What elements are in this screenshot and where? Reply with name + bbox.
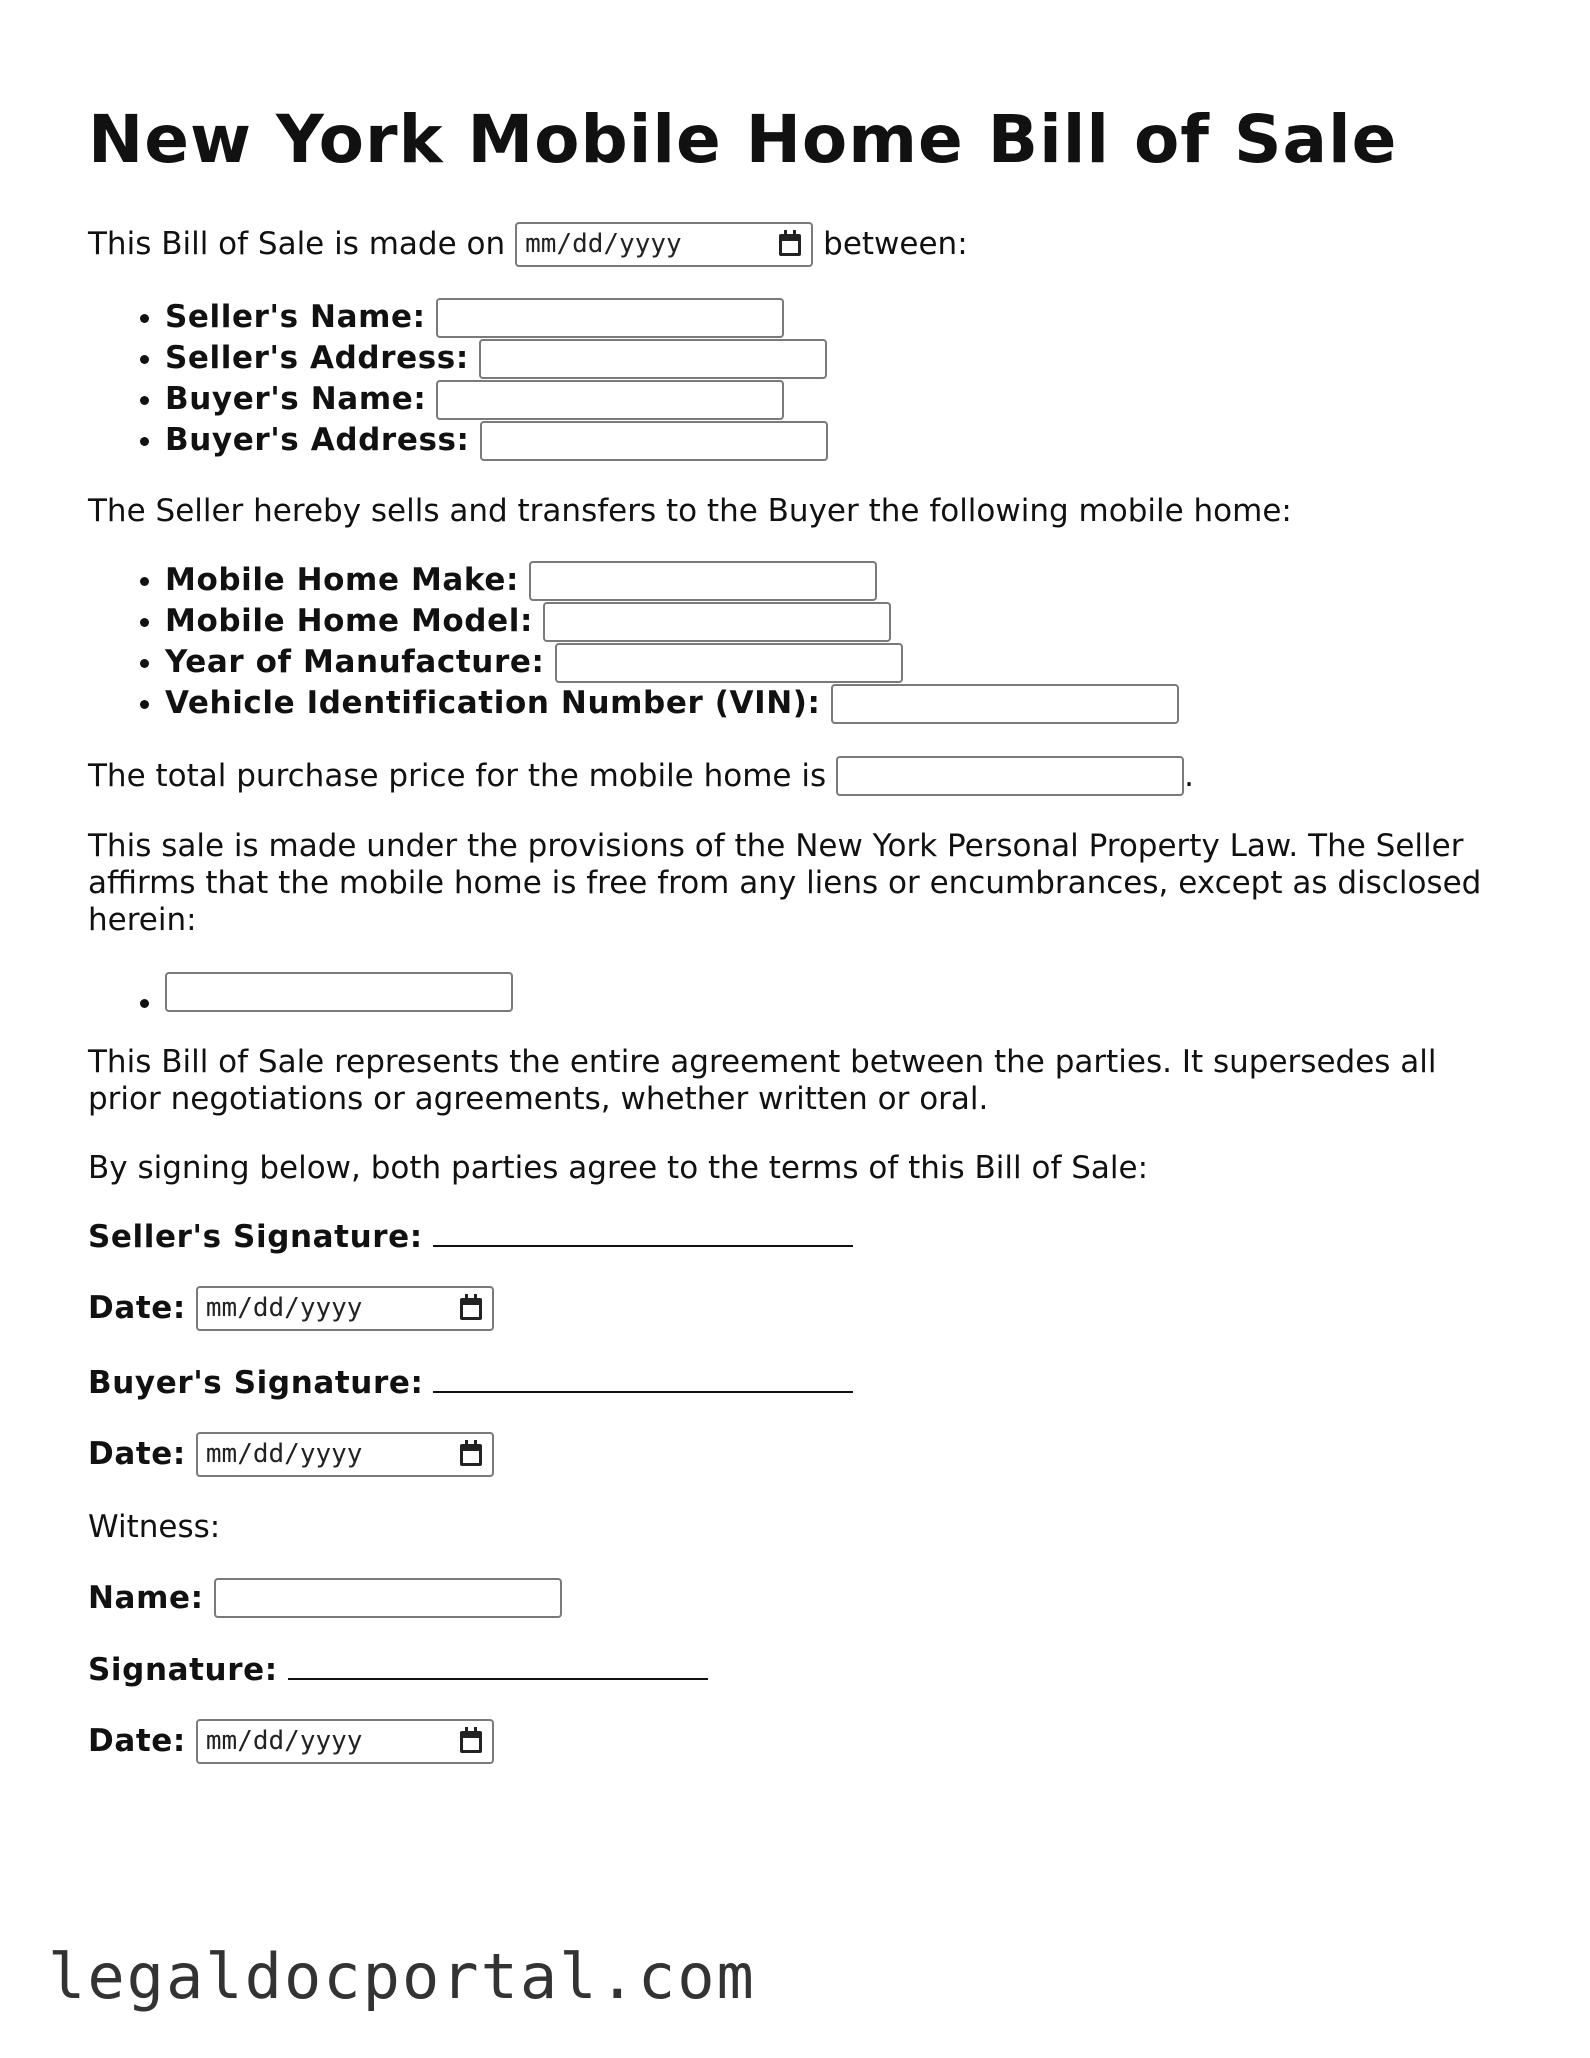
list-item (165, 971, 1508, 1012)
list-item (165, 297, 1508, 338)
witness-name-line (88, 1578, 1508, 1618)
price-line (88, 756, 1508, 796)
seller-signature-line (88, 1217, 1508, 1256)
seller-date-line (88, 1286, 1508, 1331)
witness-name-input[interactable] (214, 1578, 562, 1618)
witness-name-label: Name: (88, 1579, 204, 1616)
buyer-date-line (88, 1432, 1508, 1477)
price-text: The total purchase price for the mobile home is (88, 757, 827, 794)
make-label: • Mobile Home Make: (165, 562, 519, 598)
sale-date-input[interactable] (515, 222, 813, 267)
buyer-name-label: • Buyer's Name: (165, 381, 427, 417)
seller-date-placeholder: mm/dd/yyyy (205, 1293, 363, 1323)
calendar-icon[interactable] (460, 1298, 482, 1320)
year-label: • Year of Manufacture: (165, 644, 545, 680)
vin-input[interactable] (831, 684, 1179, 724)
calendar-icon[interactable] (460, 1731, 482, 1753)
witness-signature-field[interactable] (288, 1650, 708, 1680)
calendar-icon[interactable] (460, 1444, 482, 1466)
seller-date-label: Date: (88, 1290, 186, 1326)
buyer-address-label: • Buyer's Address: (165, 422, 470, 458)
law-text: This sale is made under the provisions of the New York Personal Property Law. The Seller affirms that the mobile home is free from any liens or encumbrances, except as disclosed herein: (88, 828, 1482, 938)
calendar-icon[interactable] (779, 234, 801, 256)
price-input[interactable] (836, 756, 1184, 796)
liens-input[interactable] (165, 972, 513, 1012)
list-item (165, 379, 1508, 420)
liens-list (88, 971, 1508, 1012)
bill-of-sale-document (88, 100, 1508, 1764)
list-item (165, 420, 1508, 461)
model-label: • Mobile Home Model: (165, 603, 533, 639)
price-period: . (1184, 757, 1194, 794)
seller-signature-field[interactable] (433, 1217, 853, 1247)
agreement-text: This Bill of Sale represents the entire agreement between the parties. It supersedes all prior negotiations or agreements, whether written or oral. (88, 1044, 1437, 1117)
transfer-text: The Seller hereby sells and transfers to the Buyer the following mobile home: (88, 493, 1292, 529)
witness-signature-label: Signature: (88, 1652, 278, 1688)
buyer-name-input[interactable] (436, 380, 784, 420)
intro-between-text: between: (823, 226, 968, 262)
parties-list (88, 297, 1508, 461)
witness-date-line (88, 1719, 1508, 1764)
intro-text: This Bill of Sale is made on (88, 226, 506, 262)
buyer-date-label: Date: (88, 1436, 186, 1472)
witness-date-input[interactable] (196, 1719, 494, 1764)
mobile-home-details-list (88, 560, 1508, 724)
buyer-signature-field[interactable] (433, 1363, 853, 1393)
list-item (165, 642, 1508, 683)
intro-line (88, 222, 1508, 267)
seller-date-input[interactable] (196, 1286, 494, 1331)
seller-name-label: • Seller's Name: (165, 299, 426, 335)
list-item (165, 683, 1508, 724)
buyer-signature-label: Buyer's Signature: (88, 1365, 424, 1401)
make-input[interactable] (529, 561, 877, 601)
witness-date-label: Date: (88, 1723, 186, 1759)
watermark-logo: legaldocportal.com (48, 1940, 756, 2013)
sale-date-placeholder: mm/dd/yyyy (525, 229, 682, 259)
seller-address-label: • Seller's Address: (165, 340, 469, 376)
seller-signature-label: Seller's Signature: (88, 1219, 423, 1255)
list-item (165, 601, 1508, 642)
seller-address-input[interactable] (479, 339, 827, 379)
witness-signature-line (88, 1650, 1508, 1689)
list-item (165, 560, 1508, 601)
witness-date-placeholder: mm/dd/yyyy (205, 1726, 363, 1756)
page-title: New York Mobile Home Bill of Sale (88, 101, 1398, 178)
signing-text: By signing below, both parties agree to the terms of this Bill of Sale: (88, 1150, 1149, 1186)
model-input[interactable] (543, 602, 891, 642)
year-input[interactable] (555, 643, 903, 683)
witness-heading: Witness: (88, 1509, 221, 1545)
seller-name-input[interactable] (436, 298, 784, 338)
vin-label: • Vehicle Identification Number (VIN): (165, 685, 821, 721)
buyer-date-input[interactable] (196, 1432, 494, 1477)
buyer-date-placeholder: mm/dd/yyyy (205, 1439, 363, 1469)
buyer-signature-line (88, 1363, 1508, 1402)
list-item (165, 338, 1508, 379)
buyer-address-input[interactable] (480, 421, 828, 461)
